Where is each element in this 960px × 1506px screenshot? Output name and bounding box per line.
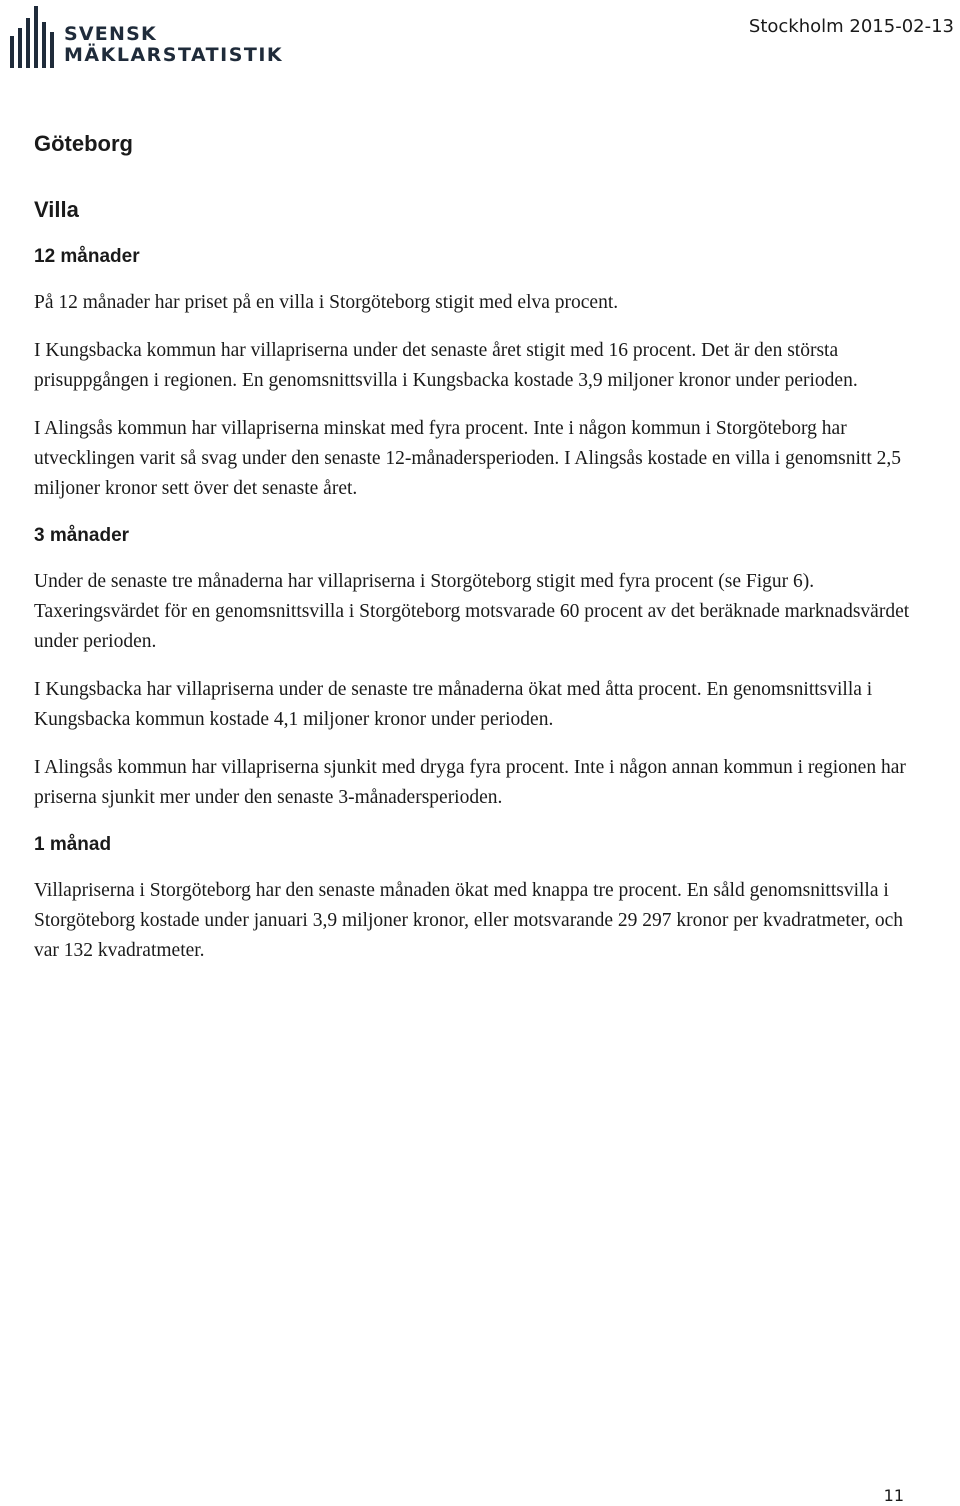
paragraph: I Kungsbacka har villapriserna under de senaste tre månaderna ökat med åtta procent. En genomsnittsvilla i Kungsbacka kommun kostade 4,1 miljoner kronor under perioden. (34, 679, 873, 730)
page-number: 11 (883, 1486, 904, 1505)
section-1-month (34, 831, 914, 966)
bar-chart-logo-icon (8, 6, 56, 68)
period-heading: 12 månader (34, 246, 140, 267)
paragraph: I Alingsås kommun har villapriserna minskat med fyra procent. Inte i någon kommun i Storgöteborg har utvecklingen varit så svag under den senaste 12-månadersperioden. I Alingsås kostade en villa i genomsnitt 2,5 miljoner kronor sett över det senaste året. (34, 418, 901, 499)
paragraph: Villapriserna i Storgöteborg har den senaste månaden ökat med knappa tre procent. En såld genomsnittsvilla i Storgöteborg kostade under januari 3,9 miljoner kronor, eller motsvarande 29 297 kronor per kvadratmeter, och var 132 kvadratmeter. (34, 880, 904, 961)
document-body (34, 128, 914, 984)
logo-line-2: MÄKLARSTATISTIK (64, 44, 284, 66)
section-12-months (34, 243, 914, 504)
paragraph: På 12 månader har priset på en villa i Storgöteborg stigit med elva procent. (34, 292, 619, 313)
period-heading: 1 månad (34, 834, 112, 855)
section-3-months (34, 522, 914, 813)
logo-line-1: SVENSK (64, 23, 157, 45)
paragraph: I Kungsbacka kommun har villapriserna under det senaste året stigit med 16 procent. Det är den största prisuppgången i regionen. En genomsnittsvilla i Kungsbacka kostade 3,9 miljoner kronor under perioden. (34, 340, 858, 391)
logo (8, 6, 284, 70)
region-heading: Göteborg (34, 131, 133, 156)
property-type-heading: Villa (34, 197, 79, 222)
logo-wordmark (64, 24, 283, 66)
period-heading: 3 månader (34, 525, 130, 546)
page-header (0, 0, 960, 80)
dateline: Stockholm 2015-02-13 (748, 16, 954, 37)
paragraph: Under de senaste tre månaderna har villapriserna i Storgöteborg stigit med fyra procent (se Figur 6). Taxeringsvärdet för en genomsnittsvilla i Storgöteborg motsvarade 60 procent av det beräknade marknadsvärdet under perioden. (34, 571, 910, 652)
paragraph: I Alingsås kommun har villapriserna sjunkit med dryga fyra procent. Inte i någon annan kommun i regionen har priserna sjunkit mer under den senaste 3-månadersperioden. (34, 757, 906, 808)
